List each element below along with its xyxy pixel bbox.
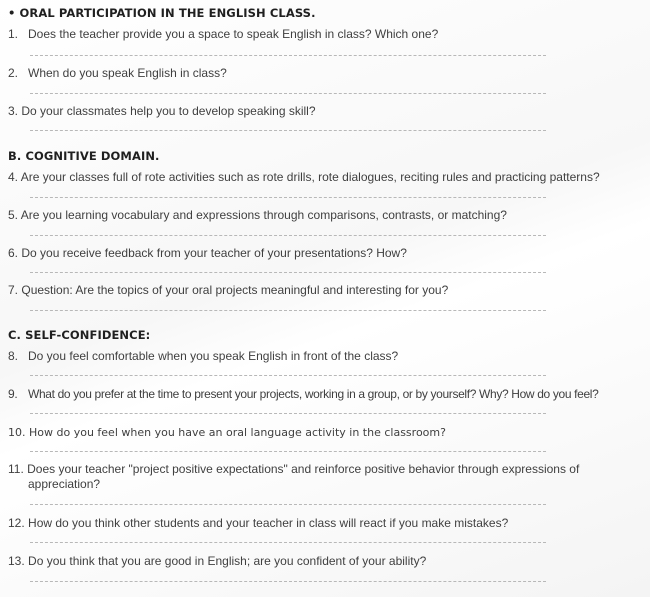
question-2 [8,66,227,81]
question-number: 6. [8,246,19,260]
section-heading-cognitive-domain: B. COGNITIVE DOMAIN. [8,149,160,163]
question-8 [8,349,398,364]
question-number: 2. [8,66,19,80]
question-10 [8,425,446,440]
question-number: 5. [8,208,19,222]
question-text: Do you feel comfortable when you speak English in front of the class? [28,349,399,363]
section-heading-self-confidence: C. SELF-CONFIDENCE: [8,328,151,342]
question-text: Does the teacher provide you a space to speak English in class? Which one? [28,27,439,41]
answer-line-5[interactable] [30,235,546,236]
answer-line-9[interactable] [30,413,546,414]
question-text: How do you think other students and your teacher in class will react if you make mistakes? [28,516,509,530]
question-number: 4. [8,170,19,184]
question-text: Do your classmates help you to develop speaking skill? [21,104,316,118]
section-heading-oral-participation: • ORAL PARTICIPATION IN THE ENGLISH CLASS. [8,6,316,20]
question-text: Question: Are the topics of your oral projects meaningful and interesting for you? [21,283,449,297]
question-text: When do you speak English in class? [28,66,227,80]
question-number: 3. [8,104,19,118]
answer-line-6[interactable] [30,272,546,273]
answer-line-12[interactable] [30,542,546,543]
question-text: Does your teacher "project positive expectations" and reinforce positive behavior through expressions of [27,462,580,476]
answer-line-13[interactable] [30,581,546,582]
question-7 [8,283,448,298]
answer-line-11[interactable] [30,504,546,505]
question-text: Do you receive feedback from your teacher of your presentations? How? [21,246,407,260]
question-number: 8. [8,349,19,363]
question-13 [8,554,426,569]
question-5 [8,208,507,223]
question-text-continued: appreciation? [28,477,101,491]
question-number: 1. [8,27,19,41]
question-1 [8,27,438,42]
question-9 [8,387,598,402]
question-number: 7. [8,283,19,297]
question-text: Are you learning vocabulary and expressions through comparisons, contrasts, or matching? [20,208,507,222]
question-number: 13. [8,554,25,568]
question-12 [8,516,508,531]
question-number: 12. [8,516,25,530]
question-4 [8,170,600,185]
answer-line-7[interactable] [30,310,546,311]
question-text: Do you think that you are good in English; are you confident of your ability? [28,554,427,568]
question-3 [8,104,316,119]
question-number: 9. [8,387,18,401]
question-text: What do you prefer at the time to present your projects, working in a group, or by yourself? Why? How do you feel? [28,387,599,401]
question-11 [8,462,636,492]
question-number: 10. [8,426,26,439]
answer-line-2[interactable] [30,93,546,94]
question-number: 11. [8,462,24,476]
answer-line-10[interactable] [30,451,546,452]
answer-line-3[interactable] [30,130,546,131]
question-6 [8,246,407,261]
question-text: How do you feel when you have an oral language activity in the classroom? [29,426,446,439]
answer-line-8[interactable] [30,375,546,376]
answer-line-4[interactable] [30,197,546,198]
question-text: Are your classes full of rote activities such as rote drills, rote dialogues, reciting rules and practicing patterns? [20,170,600,184]
answer-line-1[interactable] [30,55,546,56]
